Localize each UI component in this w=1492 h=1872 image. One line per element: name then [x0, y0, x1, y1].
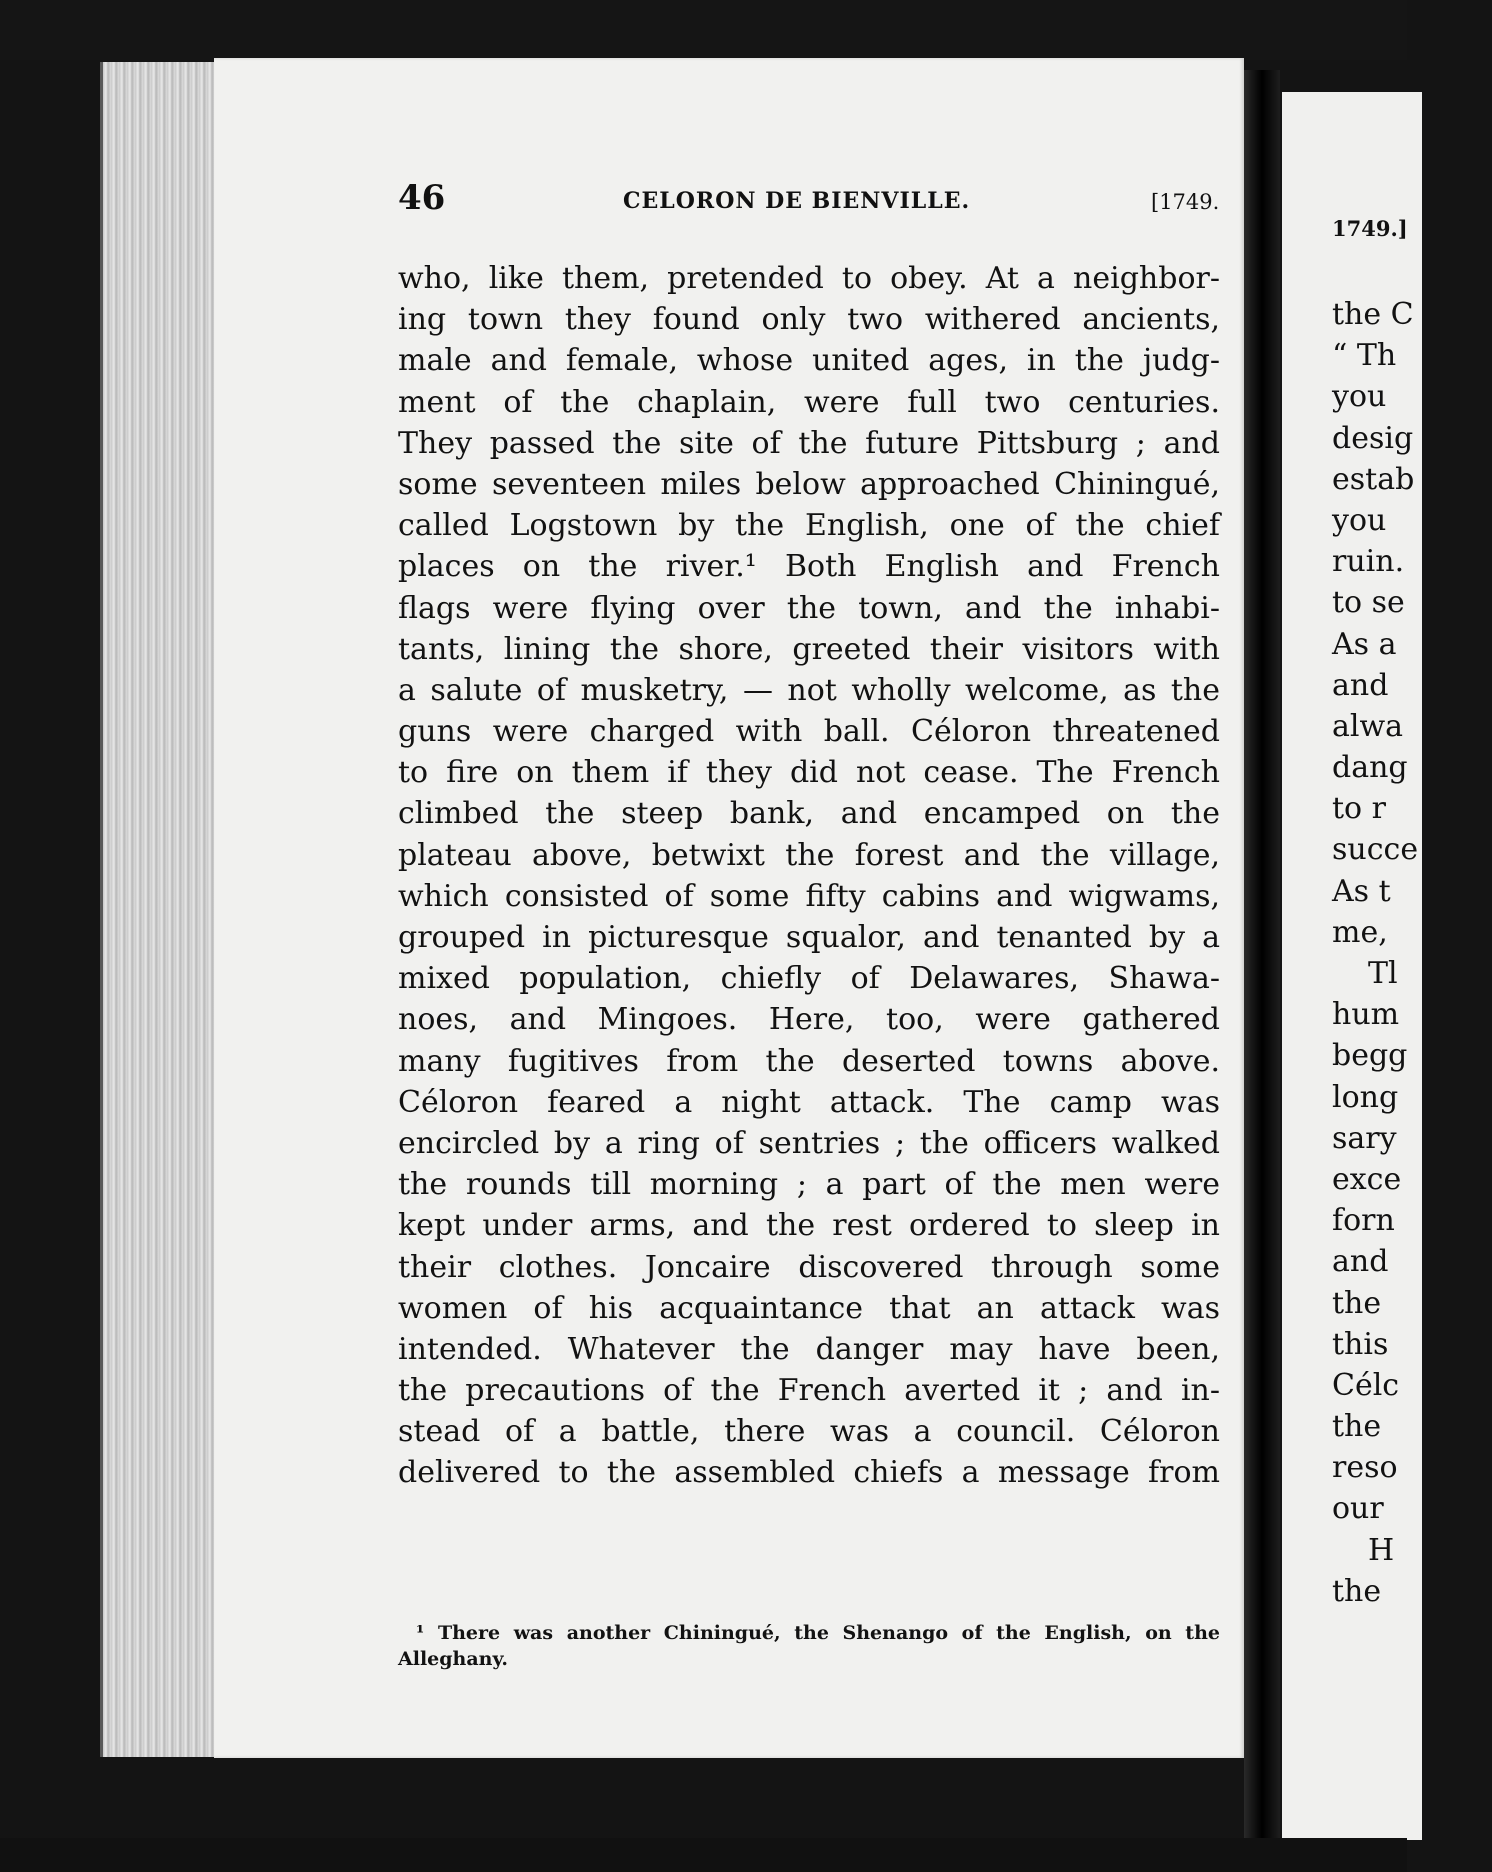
text-line: They passed the site of the future Pittsburg ; and: [398, 425, 1220, 461]
right-page-line: As a: [1332, 626, 1397, 662]
right-page-line: begg: [1332, 1038, 1408, 1074]
text-line: climbed the steep bank, and encamped on the: [398, 796, 1220, 832]
right-page-line: Tl: [1368, 956, 1398, 991]
scanner-background: [0, 0, 1407, 60]
running-title: CELORON DE BIENVILLE.: [623, 188, 971, 214]
right-page-line: As t: [1332, 873, 1391, 909]
right-page-line: succe: [1332, 832, 1419, 868]
text-line: tants, lining the shore, greeted their visitors with: [398, 631, 1220, 667]
right-page-line: forn: [1332, 1203, 1395, 1239]
right-page-line: reso: [1332, 1450, 1398, 1486]
right-page-line: sary: [1332, 1120, 1397, 1156]
text-line: Céloron feared a night attack. The camp was: [398, 1084, 1220, 1120]
text-line: women of his acquaintance that an attack was: [398, 1290, 1220, 1326]
text-line: the rounds till morning ; a part of the men were: [398, 1167, 1220, 1203]
text-line: intended. Whatever the danger may have been,: [398, 1331, 1220, 1367]
right-page-line: long: [1332, 1079, 1399, 1115]
text-line: grouped in picturesque squalor, and tenanted by a: [398, 920, 1220, 955]
text-line: their clothes. Joncaire discovered through some: [398, 1249, 1220, 1285]
text-line: ment of the chaplain, were full two centuries.: [398, 384, 1220, 420]
text-line: places on the river.¹ Both English and French: [398, 549, 1220, 585]
footnote: [398, 1620, 1220, 1672]
right-page-line: the: [1332, 1573, 1382, 1609]
page-edges: [100, 62, 221, 1757]
scanner-background: [0, 1838, 1407, 1872]
text-line: male and female, whose united ages, in the judg-: [398, 343, 1220, 379]
text-line: mixed population, chiefly of Delawares, Shawa-: [398, 961, 1220, 997]
page-header: [398, 178, 1220, 224]
text-line: which consisted of some fifty cabins and wigwams,: [398, 878, 1220, 914]
text-line: ing town they found only two withered ancients,: [398, 302, 1220, 338]
right-page-line: ruin.: [1332, 544, 1405, 580]
right-page-line: alwa: [1332, 708, 1404, 744]
right-page-line: estab: [1332, 461, 1415, 497]
text-line: who, like them, pretended to obey. At a neighbor-: [398, 261, 1220, 296]
right-page-line: and: [1332, 667, 1389, 703]
text-line: flags were flying over the town, and the inhabi-: [398, 590, 1220, 626]
right-page-text: [1332, 294, 1492, 1612]
text-line: delivered to the assembled chiefs a message from: [398, 1455, 1220, 1491]
text-line: a salute of musketry, — not wholly welcome, as the: [398, 672, 1220, 708]
right-page-line: desig: [1332, 420, 1414, 456]
right-page-line: dang: [1332, 750, 1408, 786]
footnote-line: Alleghany.: [398, 1648, 508, 1670]
page-number: 46: [398, 178, 446, 218]
right-page-line: you: [1332, 379, 1387, 415]
text-line: to fire on them if they did not cease. The French: [398, 755, 1220, 791]
right-page-line: exce: [1332, 1161, 1402, 1197]
right-page-line: you: [1332, 502, 1387, 538]
right-page-line: to se: [1332, 585, 1405, 621]
right-page-line: and: [1332, 1244, 1389, 1280]
body-text: [398, 258, 1220, 1494]
right-page-line: me,: [1332, 914, 1388, 950]
year-marker: [1749.: [1151, 190, 1220, 214]
right-page-line: the: [1332, 1409, 1382, 1445]
right-page-line: “ Th: [1332, 338, 1397, 374]
right-page-line: our: [1332, 1491, 1384, 1527]
right-page-line: to r: [1332, 791, 1386, 827]
text-line: called Logstown by the English, one of the chief: [398, 508, 1220, 544]
right-page: [1282, 92, 1422, 1840]
right-page-line: the C: [1332, 297, 1414, 332]
text-line: kept under arms, and the rest ordered to sleep in: [398, 1208, 1220, 1244]
right-page-line: H: [1368, 1532, 1395, 1568]
text-line: noes, and Mingoes. Here, too, were gathered: [398, 1002, 1220, 1038]
right-page-line: Célc: [1332, 1367, 1400, 1403]
right-page-line: this: [1332, 1326, 1389, 1362]
right-page-year-marker: 1749.]: [1332, 216, 1408, 241]
text-line: some seventeen miles below approached Chiningué,: [398, 466, 1220, 502]
text-line: stead of a battle, there was a council. Céloron: [398, 1414, 1220, 1450]
footnote-line: ¹ There was another Chiningué, the Shenango of the English, on the: [416, 1622, 1220, 1644]
text-line: encircled by a ring of sentries ; the officers walked: [398, 1125, 1220, 1161]
book-spine: [1244, 70, 1280, 1838]
text-line: guns were charged with ball. Céloron threatened: [398, 714, 1220, 750]
text-line: the precautions of the French averted it ; and in-: [398, 1373, 1220, 1409]
text-line: many fugitives from the deserted towns above.: [398, 1043, 1220, 1079]
text-line: plateau above, betwixt the forest and the village,: [398, 837, 1220, 873]
right-page-line: hum: [1332, 997, 1400, 1033]
right-page-line: the: [1332, 1285, 1382, 1321]
